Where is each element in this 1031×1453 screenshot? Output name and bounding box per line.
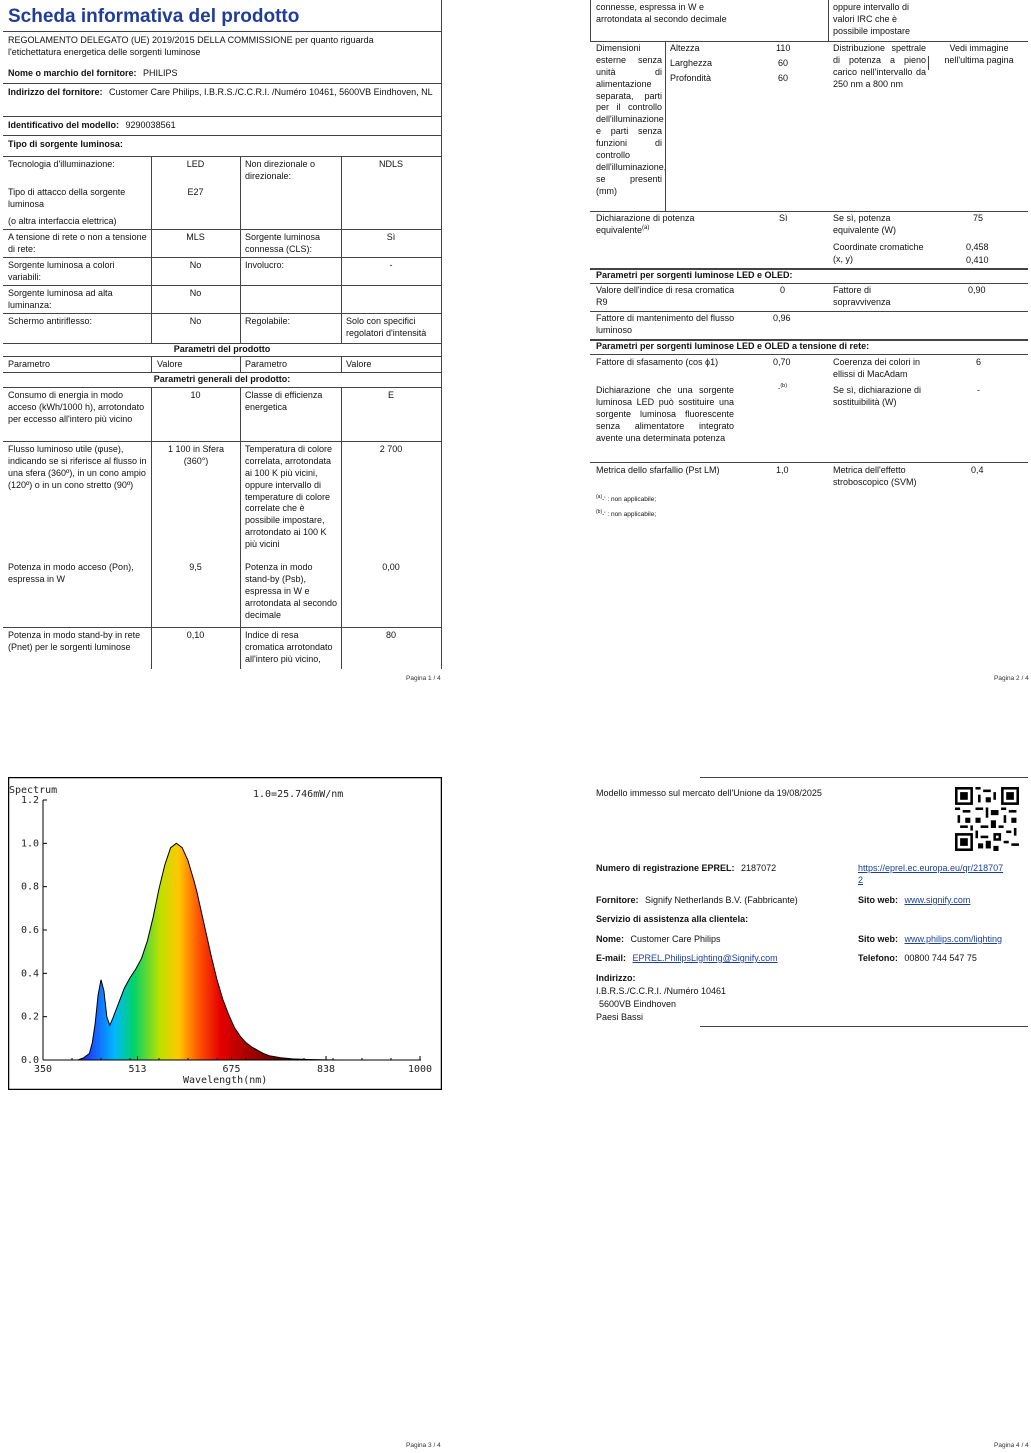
email-link[interactable]: EPREL.PhilipsLighting@Signify.com: [632, 953, 778, 963]
x-tick-label: 1000: [407, 1064, 433, 1075]
y-tick-label: 0.4: [20, 968, 39, 980]
spectrum-chart: [8, 777, 442, 1090]
dim-width-value: 60: [778, 58, 789, 68]
efficiency-class-label: Classe di efficienza energetica: [245, 390, 323, 412]
spectral-value: Vedi immagine nell'ultima pagina: [944, 43, 1014, 65]
standby-power-label: Potenza in modo stand-by (Psb), espressa in W e arrotondata al secondo decimale: [245, 562, 338, 620]
cap-label-note: (o altra interfaccia elettrica): [8, 216, 117, 226]
equivalent-value: Sì: [779, 213, 788, 223]
website2-row: [858, 934, 1002, 946]
equivalent-footnote-mark: (a): [642, 224, 650, 231]
maintenance-value: 0,96: [773, 313, 791, 323]
x-tick-label: 350: [33, 1064, 53, 1075]
chroma-y-value: 0,410: [966, 255, 989, 265]
y-tick-label: 1.2: [20, 795, 39, 806]
equivalent-label: [596, 213, 736, 237]
antiglare-value: No: [189, 316, 202, 326]
regulation-text: REGOLAMENTO DELEGATO (UE) 2019/2015 DELLA COMMISSIONE per quanto riguarda l'etichettatura energetica delle sorgenti luminose: [8, 35, 374, 57]
y-tick-label: 0.2: [20, 1011, 39, 1023]
chart-annotation: 1.0=25.746mW/nm: [253, 789, 344, 800]
standby-power-value: 0,00: [382, 562, 400, 572]
high-luminance-value: No: [189, 288, 202, 298]
col-value-1: Valore: [157, 359, 183, 369]
model-label: Identificativo del modello:: [8, 120, 120, 130]
supplier-row-4: [596, 895, 798, 907]
website-link[interactable]: www.signify.com: [904, 895, 971, 905]
equivalent-power-label: Se sì, potenza equivalente (W): [833, 213, 897, 235]
cls-value: Sì: [386, 232, 396, 242]
model-row: [8, 120, 176, 132]
dim-width-label: Larghezza: [670, 58, 713, 68]
energy-consumption-value: 10: [190, 390, 201, 400]
x-tick-label: 838: [317, 1064, 336, 1075]
address-label: Indirizzo del fornitore:: [8, 87, 103, 97]
cap-value: E27: [187, 187, 204, 197]
energy-consumption-label: Consumo di energia in modo acceso (kWh/1000 h), arrotondato per eccesso all'intero più vicino: [8, 390, 145, 424]
phone-label: Telefono:: [858, 953, 898, 963]
email-label: E-mail:: [596, 953, 627, 963]
on-power-value: 9,5: [189, 562, 202, 572]
variable-color-value: No: [189, 260, 202, 270]
replacement-footnote-mark: (b): [780, 383, 788, 389]
chroma-label: Coordinate cromatiche (x, y): [833, 242, 924, 264]
dimmable-label: Regolabile:: [245, 316, 291, 326]
luminous-flux-label: Flusso luminoso utile (φuse), indicando se si riferisce al flusso in una sfera (360º), in un cono ampio (120º) o in un cono stretto (90º): [8, 444, 147, 490]
col-value-2: Valore: [346, 359, 372, 369]
directional-label: Non direzionale o direzionale:: [245, 159, 316, 181]
directional-value: NDLS: [378, 159, 403, 169]
survival-label: Fattore di sopravvivenza: [833, 285, 891, 307]
market-text: Modello immesso sul mercato dell'Unione da 19/08/2025: [596, 788, 822, 798]
contact-name-value: Customer Care Philips: [630, 934, 721, 944]
tech-label: Tecnologia d'illuminazione:: [8, 159, 115, 169]
macadam-label: Coerenza dei colori in ellissi di MacAdam: [833, 357, 921, 379]
footnote-a-mark: (a): [596, 494, 603, 500]
maintenance-label: Fattore di mantenimento del flusso luminoso: [596, 313, 735, 335]
page-number-3: Pagina 3 / 4: [406, 1442, 441, 1449]
flicker-label: Metrica dello sfarfallio (Pst LM): [596, 465, 720, 475]
high-luminance-label: Sorgente luminosa ad alta luminanza:: [8, 288, 113, 310]
dim-depth-label: Profondità: [670, 73, 712, 83]
x-axis-label: Wavelength(nm): [183, 1075, 268, 1086]
top-left-continued: connesse, espressa in W e arrotondata al secondo decimale: [596, 2, 727, 24]
contact-name-row: [596, 934, 721, 946]
supplier-label-4: Fornitore:: [596, 895, 639, 905]
cri-label: Indice di resa cromatica arrotondato all'intero più vicino,: [245, 630, 333, 664]
page-number-4: Pagina 4 / 4: [994, 1442, 1029, 1449]
cct-label: Temperatura di colore correlata, arrotondata ai 100 K più vicini, oppure intervallo di temperature di colore correlate che è possibile impostare, arrotondato ai 100 K più vicini: [245, 444, 333, 549]
survival-value: 0,90: [968, 285, 986, 295]
variable-color-label: Sorgente luminosa a colori variabili:: [8, 260, 115, 282]
cls-label: Sorgente luminosa connessa (CLS):: [245, 232, 321, 254]
website-row: [858, 895, 970, 907]
mains-label: A tensione di rete o non a tensione di rete:: [8, 232, 147, 254]
envelope-label: Involucro:: [245, 260, 285, 270]
x-tick-label: 513: [128, 1064, 147, 1075]
eprel-link[interactable]: https://eprel.ec.europa.eu/qr/2187072: [858, 863, 1004, 885]
chroma-x-value: 0,458: [966, 242, 989, 252]
r9-value: 0: [780, 285, 786, 295]
phase-label: Fattore di sfasamento (cos ϕ1): [596, 357, 719, 367]
address-line-2: 5600VB Eindhoven: [599, 999, 677, 1009]
cri-value: 80: [385, 630, 396, 640]
spectral-label: Distribuzione spettrale di potenza a pieno carico nell'intervallo da 250 nm a 800 nm: [833, 43, 926, 89]
mains-value: MLS: [186, 232, 205, 242]
replacement-power-value: -: [977, 385, 980, 395]
page-number-2: Pagina 2 / 4: [994, 675, 1029, 682]
address-label-4: Indirizzo:: [596, 973, 636, 983]
stroboscopic-label: Metrica dell'effetto stroboscopico (SVM): [833, 465, 917, 487]
y-tick-label: 0.6: [20, 925, 39, 936]
address-line-3: Paesi Bassi: [596, 1012, 644, 1022]
r9-label: Valore dell'indice di resa cromatica R9: [596, 285, 735, 307]
antiglare-label: Schermo antiriflesso:: [8, 316, 93, 326]
replacement-label: Dichiarazione che una sorgente luminosa LED può sostituire una sorgente luminosa fluorescente senza alimentatore integrato avente una determinata potenza: [596, 385, 734, 443]
dim-height-value: 110: [776, 43, 791, 53]
footnote-a: [596, 494, 656, 505]
address-line-1: I.B.R.S./C.C.R.I. /Numéro 10461: [596, 986, 727, 996]
col-param-2: Parametro: [245, 359, 288, 369]
phone-row: [858, 953, 977, 965]
net-standby-value: 0,10: [186, 630, 205, 640]
y-tick-label: 0.0: [20, 1055, 39, 1066]
contact-name-label: Nome:: [596, 934, 625, 944]
footnote-b-mark: (b): [596, 509, 603, 515]
cct-value: 2 700: [379, 444, 403, 454]
x-tick-label: 675: [222, 1064, 241, 1075]
dim-depth-value: 60: [778, 73, 789, 83]
footnote-b: [596, 509, 656, 520]
service-heading: Servizio di assistenza alla clientela:: [596, 914, 749, 924]
website2-label: Sito web:: [858, 934, 898, 944]
flicker-value: 1,0: [776, 465, 789, 475]
supplier-value: PHILIPS: [143, 68, 178, 78]
on-power-label: Potenza in modo acceso (Pon), espressa in W: [8, 562, 134, 584]
y-tick-label: 1.0: [20, 838, 39, 850]
supplier-value-4: Signify Netherlands B.V. (Fabbricante): [645, 895, 798, 905]
tech-value: LED: [186, 159, 205, 169]
model-value: 9290038561: [125, 120, 176, 130]
efficiency-class-value: E: [387, 390, 394, 400]
type-heading: Tipo di sorgente luminosa:: [8, 139, 123, 149]
equivalent-label-text: Dichiarazione di potenza equivalente: [596, 213, 695, 235]
stroboscopic-value: 0,4: [971, 465, 984, 475]
address-value: Customer Care Philips, I.B.R.S./C.C.R.I. /Numéro 10461, 5600VB Eindhoven, NL: [109, 87, 433, 97]
params-heading: Parametri del prodotto: [173, 344, 271, 354]
supplier-label: Nome o marchio del fornitore:: [8, 68, 137, 78]
footnote-a-text: -' : non applicabile;: [602, 496, 657, 504]
led-heading: Parametri per sorgenti luminose LED e OLED:: [596, 270, 793, 280]
phone-value: 00800 744 547 75: [904, 953, 977, 963]
replacement-power-label: Se sì, dichiarazione di sostituibilità (W): [833, 385, 922, 407]
chart-title: Spectrum: [9, 785, 58, 796]
cap-label: Tipo di attacco della sorgente luminosa: [8, 187, 126, 209]
qr-code-icon: [955, 787, 1019, 851]
equivalent-power-value: 75: [973, 213, 984, 223]
y-tick-label: 0.8: [20, 881, 39, 893]
dimensions-label: Dimensioni esterne senza unità di alimentazione separata, parti per il controllo dell'illuminazione e parti senza funzioni di controllo dell'illuminazione, se presenti (mm): [596, 43, 667, 196]
supplier-row: [8, 68, 178, 80]
dimmable-value: Solo con specifici regolatori d'intensità: [346, 316, 427, 338]
email-row: [596, 953, 778, 965]
page-title: Scheda informativa del prodotto: [8, 6, 300, 27]
replacement-value: [778, 383, 787, 394]
footnote-b-text: -' : non applicabile;: [602, 511, 657, 519]
website-label: Sito web:: [858, 895, 898, 905]
macadam-value: 6: [976, 357, 982, 367]
top-right-continued: oppure intervallo di valori IRC che è possibile impostare: [833, 2, 911, 36]
mains-led-heading: Parametri per sorgenti luminose LED e OLED a tensione di rete:: [596, 341, 870, 351]
eprel-label: Numero di registrazione EPREL:: [596, 863, 735, 873]
eprel-row: [596, 863, 776, 875]
dim-height-label: Altezza: [670, 43, 700, 53]
envelope-value: -: [389, 260, 393, 270]
general-heading: Parametri generali del prodotto:: [153, 374, 291, 384]
net-standby-label: Potenza in modo stand-by in rete (Pnet) per le sorgenti luminose: [8, 630, 141, 652]
replacement-dash: -: [778, 385, 781, 393]
phase-value: 0,70: [773, 357, 791, 367]
eprel-value: 2187072: [741, 863, 777, 873]
luminous-flux-value: 1 100 in Sfera (360°): [167, 444, 225, 466]
website2-link[interactable]: www.philips.com/lighting: [904, 934, 1003, 944]
address-row: [8, 87, 433, 99]
page-number-1: Pagina 1 / 4: [406, 675, 441, 682]
col-param-1: Parametro: [8, 359, 51, 369]
